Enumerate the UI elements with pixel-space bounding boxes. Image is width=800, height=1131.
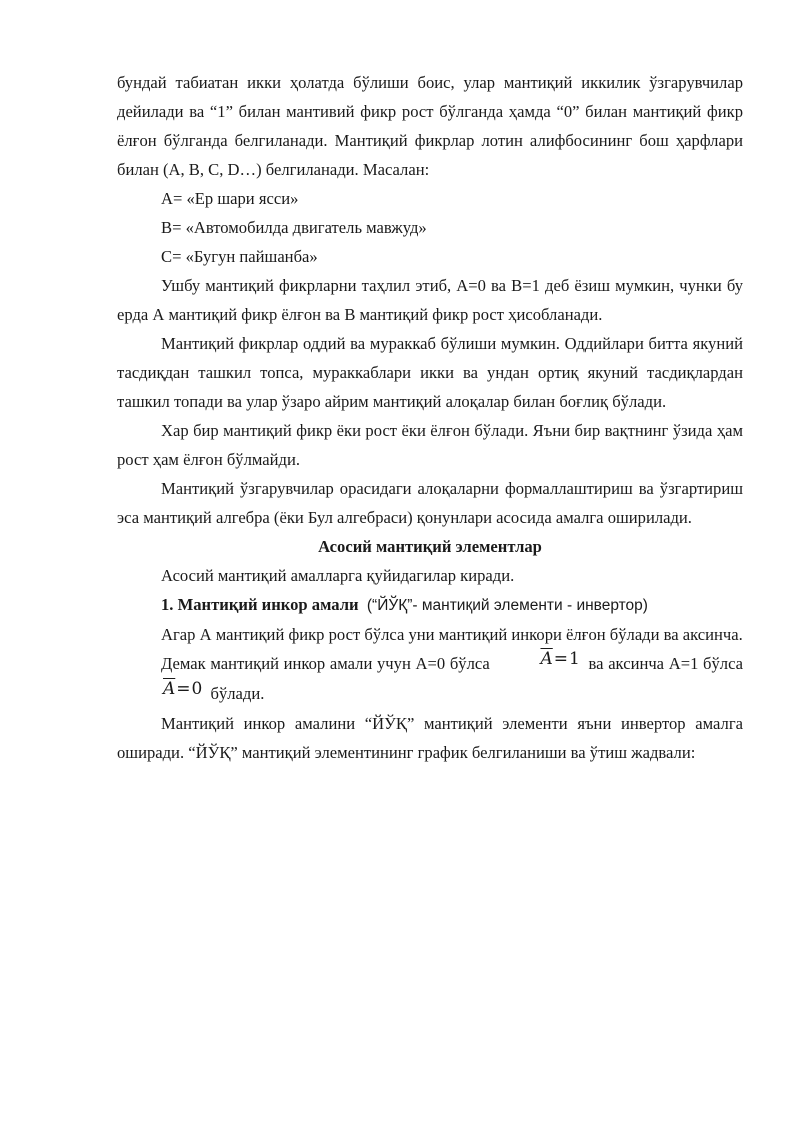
formula-text-part3: бўлади. bbox=[210, 684, 265, 703]
definition-a: A= «Ер шари ясси» bbox=[161, 189, 299, 208]
formula-text-part1: Демак мантиқий инкор амали учун А=0 бўлса bbox=[161, 654, 490, 673]
paragraph-negation-definition: Агар А мантиқий фикр рост бўлса уни мантиқий инкори ёлғон бўлади ва аксинча. bbox=[161, 625, 743, 644]
list-item-negation bbox=[117, 590, 743, 620]
section-heading: Асосий мантиқий элементлар bbox=[318, 537, 542, 556]
paragraph-analysis: Ушбу мантиқий фикрларни таҳлил этиб, А=0 ва В=1 деб ёзиш мумкин, чунки бу ерда А мантиқий фикр ёлғон ва В мантиқий фикр рост ҳисобланади. bbox=[117, 276, 743, 324]
definition-b: B= «Автомобилда двигатель мавжуд» bbox=[161, 218, 427, 237]
list-item-negation-title: 1. Мантиқий инкор амали bbox=[161, 595, 359, 614]
paragraph-intro: бундай табиатан икки ҳолатда бўлиши боис, улар мантиқий иккилик ўзгарувчилар дейилади ва “1” билан мантивий фикр рост бўлганда ҳамда “0” билан мантиқий фикр ёлғон бўлганда белгиланади. Мантиқий фикрлар лотин алифбосининг бош ҳарфлари билан (A, B, C, D…) белгиланади. Масалан: bbox=[117, 73, 743, 179]
formula-text-part2: ва аксинча А=1 бўлса bbox=[588, 654, 743, 673]
definition-c: C= «Бугун пайшанба» bbox=[161, 247, 318, 266]
paragraph-true-false: Хар бир мантиқий фикр ёки рост ёки ёлғон бўлади. Яъни бир вақтнинг ўзида ҳам рост ҳам ёлғон бўлмайди. bbox=[117, 421, 743, 469]
formula-not-a-equals-1: $\overline{A}=1$ bbox=[540, 649, 580, 669]
paragraph-operations-intro: Асосий мантиқий амалларга қуйидагилар киради. bbox=[161, 566, 515, 585]
paragraph-inverter: Мантиқий инкор амалини “ЙЎҚ” мантиқий элементи яъни инвертор амалга оширади. “ЙЎҚ” мантиқий элементининг график белгиланиши ва ўтиш жадвали: bbox=[117, 714, 743, 762]
paragraph-simple-complex: Мантиқий фикрлар оддий ва мураккаб бўлиши мумкин. Оддийлари битта якуний тасдиқдан ташкил топса, мураккаблари икки ва ундан ортиқ якуний тасдиқлардан ташкил топади ва улар ўзаро айрим мантиқий алоқалар билан боғлиқ бўлади. bbox=[117, 334, 743, 411]
paragraph-negation-formula bbox=[117, 649, 743, 709]
list-item-negation-subtitle: (“ЙЎҚ”- мантиқий элементи - инвертор) bbox=[366, 597, 648, 614]
formula-not-a-equals-0: $\overline{A}=0$ bbox=[163, 679, 203, 699]
paragraph-boolean-algebra: Мантиқий ўзгарувчилар орасидаги алоқаларни формаллаштириш ва ўзгартириш эса мантиқий алгебра (ёки Бул алгебраси) қонунлари асосида амалга оширилади. bbox=[117, 479, 743, 527]
document-page bbox=[117, 68, 743, 767]
